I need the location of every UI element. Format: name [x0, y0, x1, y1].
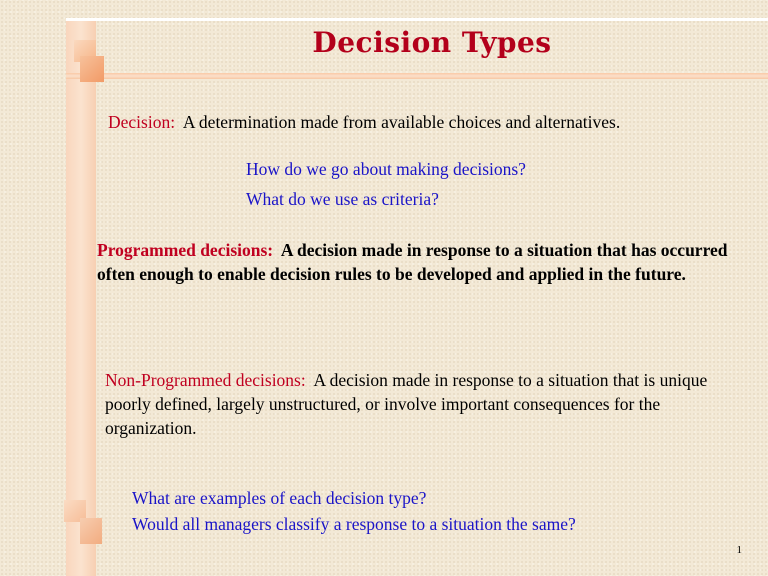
definition-term: Decision:	[108, 112, 176, 132]
page-number: 1	[736, 544, 742, 556]
decision-definition	[108, 112, 620, 133]
decorative-square	[80, 56, 104, 82]
question-item: What do we use as criteria?	[246, 189, 439, 209]
decorative-square	[80, 518, 102, 544]
slide-title: Decision Types	[312, 26, 552, 59]
programmed-text: A decision made in response to a situation that has occurred often enough to enable decision rules to be developed and applied in the future.	[97, 240, 728, 284]
non-programmed-decisions-paragraph	[105, 368, 745, 440]
decorative-title-underline	[66, 73, 768, 79]
non-programmed-text: A decision made in response to a situation that is unique poorly defined, largely unstructured, or involve important consequences for the organization.	[105, 370, 708, 438]
decorative-vertical-bar	[66, 18, 96, 576]
example-question: Would all managers classify a response to a situation the same?	[132, 514, 576, 534]
decorative-top-strip	[66, 18, 768, 21]
programmed-term: Programmed decisions:	[97, 240, 274, 260]
example-question: What are examples of each decision type?	[132, 488, 427, 508]
non-programmed-term: Non-Programmed decisions:	[105, 370, 306, 390]
definition-text: A determination made from available choices and alternatives.	[182, 112, 621, 132]
programmed-decisions-paragraph	[97, 238, 737, 286]
question-item: How do we go about making decisions?	[246, 159, 526, 179]
